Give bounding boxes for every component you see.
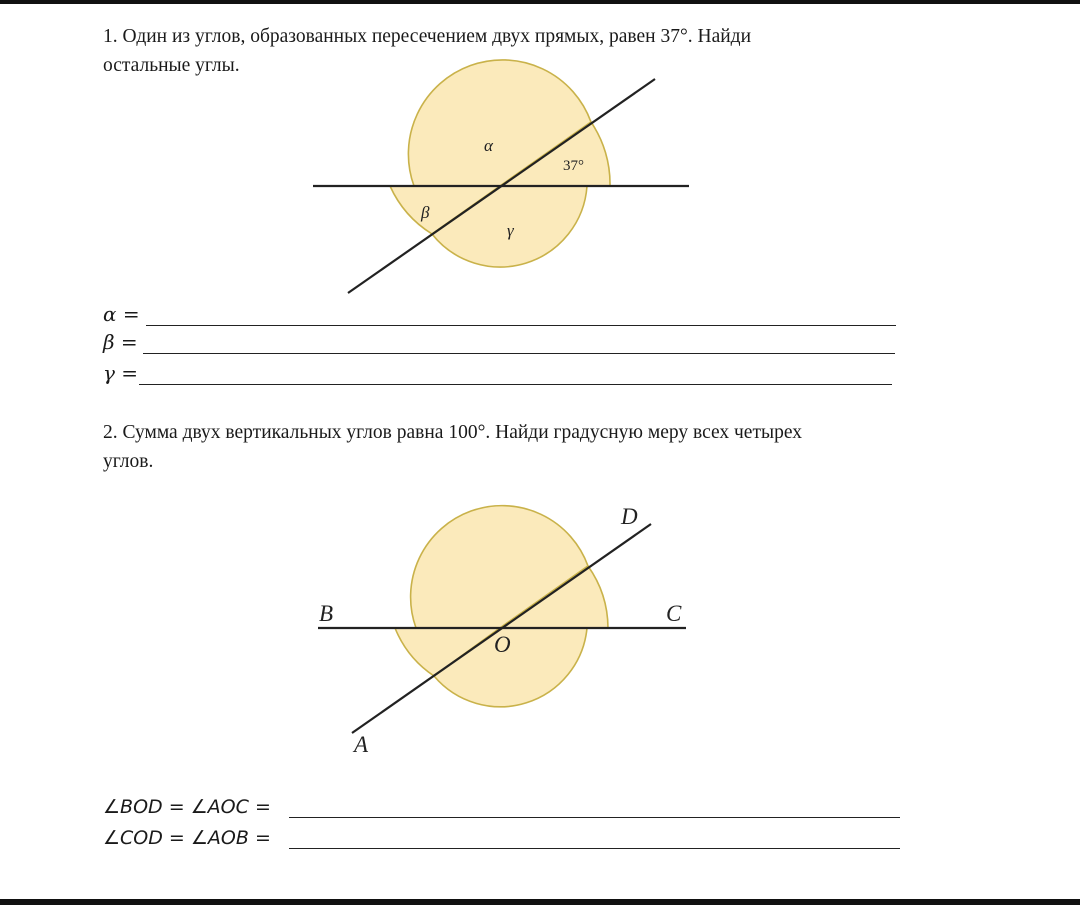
point-C: C: [666, 601, 682, 626]
answer-bod-aoc-row: [103, 790, 903, 820]
answer-beta-label: β =: [103, 330, 138, 354]
task-2-line-2: углов.: [103, 451, 154, 472]
task-1-line-2: остальные углы.: [103, 55, 240, 76]
point-D: D: [621, 504, 638, 529]
answer-cod-aob-field[interactable]: [289, 848, 900, 849]
bottom-border: [0, 899, 1080, 905]
point-A: A: [354, 732, 369, 757]
label-gamma: γ: [507, 221, 514, 240]
label-beta: β: [421, 203, 430, 222]
task-2-text: [103, 418, 903, 476]
answer-bod-aoc-field[interactable]: [289, 817, 900, 818]
answer-beta-field[interactable]: [143, 353, 895, 354]
answer-alpha-label: α =: [103, 302, 140, 326]
answer-gamma-label: γ =: [103, 361, 139, 385]
answer-alpha-row: [103, 298, 903, 328]
answer-cod-aob-label: ∠COD = ∠AOB =: [103, 827, 271, 849]
answer-gamma-row: [103, 357, 903, 387]
label-37: 37°: [563, 158, 584, 174]
task-2-figure: [318, 504, 686, 757]
answer-cod-aob-row: [103, 821, 903, 851]
task-2-line-1: 2. Сумма двух вертикальных углов равна 100°. Найди градусную меру всех четырех: [103, 422, 802, 443]
point-B: B: [319, 601, 334, 626]
point-O: O: [494, 632, 511, 657]
task-1-line-1: 1. Один из углов, образованных пересечением двух прямых, равен 37°. Найди: [103, 26, 752, 47]
answer-beta-row: [103, 326, 903, 356]
label-alpha: α: [484, 136, 493, 155]
answer-bod-aoc-label: ∠BOD = ∠AOC =: [103, 796, 271, 818]
answer-gamma-field[interactable]: [139, 384, 892, 385]
